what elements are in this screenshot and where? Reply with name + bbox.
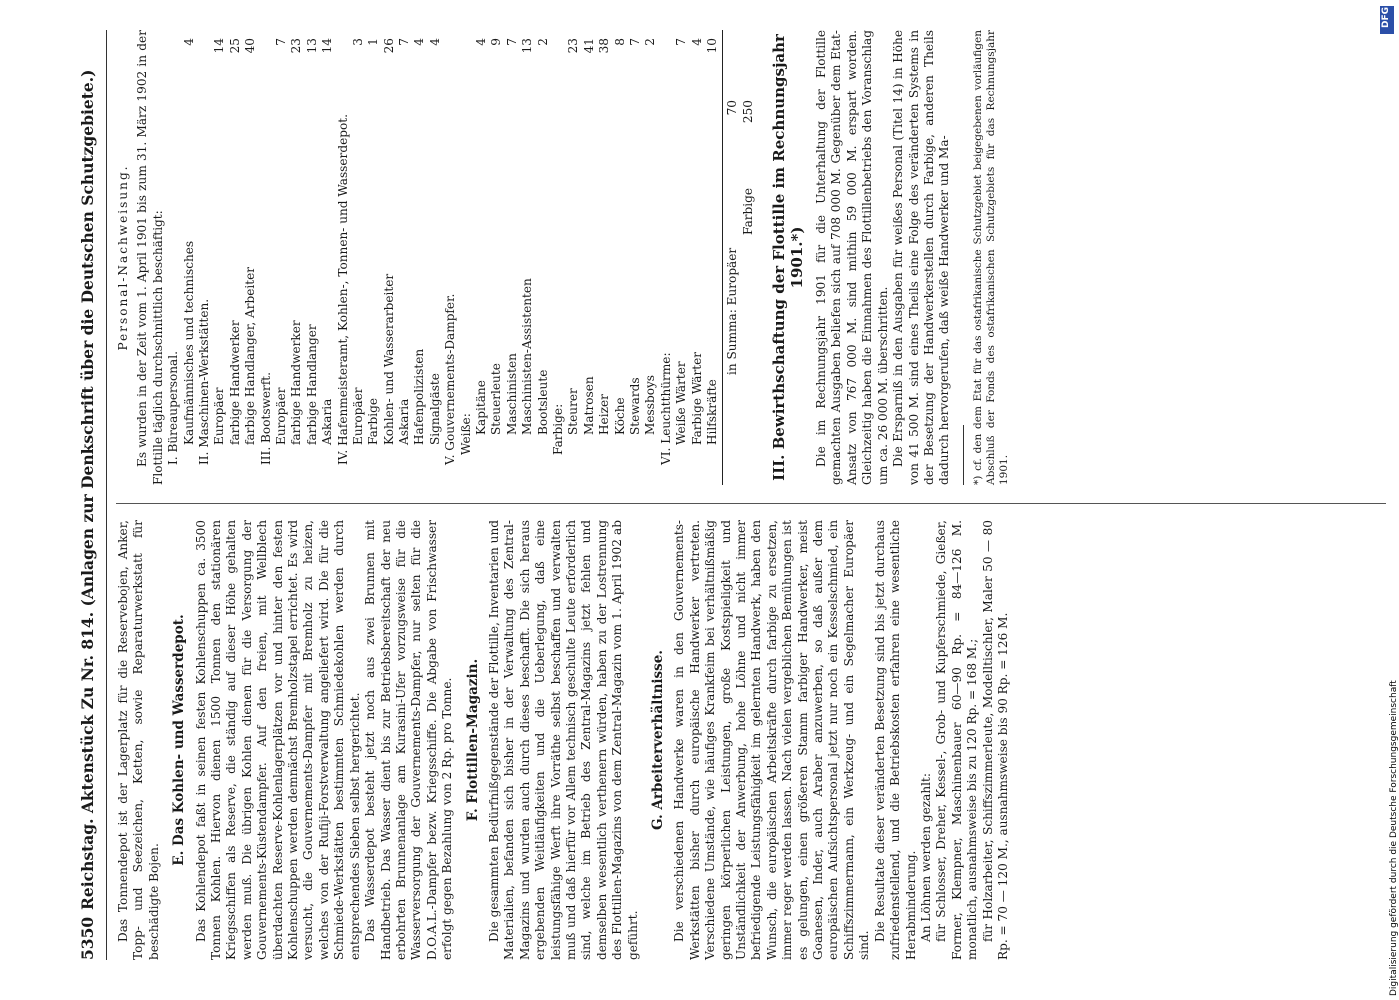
paragraph: für Holzarbeiter, Schiffszimmerleute, Modelltischler, Maler 50 — 80 Rp. = 70 — 120 M., ausnahmsweise bis 90 Rp. = 126 M.: [980, 520, 1010, 960]
footnote: *) cf. den dem Etat für das ostafrikanische Schutzgebiet beigegebenen vorläufigen Abschluß der Fonds des ostafrikanischen Schutzgebiets für das Rechnungsjahr 1901.: [971, 30, 1010, 485]
paragraph: An Löhnen werden gezahlt:: [918, 773, 933, 942]
table-row: farbige Handlanger, Arbeiter 40: [243, 38, 258, 445]
table-row: Steuerleute 9: [489, 38, 504, 435]
table-section: V. Gouvernements-Dampfer.: [443, 293, 458, 465]
table-section: I. Büreaupersonal.: [166, 351, 181, 465]
table-row: farbige Handwerker 25: [227, 38, 242, 445]
table-row: Heizer 38: [597, 38, 612, 435]
table-row: farbige Handwerker 23: [289, 38, 304, 445]
dfg-logo: DFG: [1380, 6, 1394, 34]
intro-paragraph: Das Tonnendepot ist der Lagerplatz für die Reservebojen, Anker, Topp- und Seezeichen, Ketten, sowie Reparaturwerkstatt für beschädigte Bojen.: [116, 520, 161, 960]
table-row: Matrosen 41: [581, 38, 596, 435]
table-section: III. Bootswerft.: [258, 371, 273, 465]
section-heading: F. Flottillen-Magazin.: [464, 658, 481, 822]
paragraph: Die verschiedenen Handwerke waren in den Gouvernements-Werkstätten bisher durch europäische Handwerker vertreten. Verschiedene Umstände, wie häufiges Krankfeim bei verhältnißmäßig geringen körperlichen Leistungen, große Kostspieligkeit und Unständlichkeit der Anwerbung, hohe Löhne und nicht immer befriedigende Leistungsfähigkeit im gelernten Handwerk, haben den Wunsch, die europäischen Arbeitskräfte durch farbige zu ersetzen, immer reger werden lassen. Nach vielen vergeblichen Bemühungen ist es gelungen, einen größeren Stamm farbiger Handwerker, meist Goanesen, Inder, auch Araber anzuwerben, so daß außer dem europäischen Aufsichtspersonal jetzt nur noch ein Kesselschmied, ein Schiffszimmermann, ein Werkzeug- und ein Segelmacher Europäer sind.: [672, 520, 872, 960]
section-heading: G. Arbeiterverhältnisse.: [650, 649, 666, 831]
table-row: Maschinisten-Assistenten 13: [520, 38, 535, 435]
paragraph: Die im Rechnungsjahr 1901 für die Unterhaltung der Flottille gemachten Ausgaben beliefen sich auf 708 000 M. Gegenüber dem Etat-Ansatz von 767 000 M. sind mithin 59 000 M. erspart worden. Gleichzeitig haben die Einnahmen des Flottillenbetriebs den Voranschlag um ca. 26 000 M. überschritten.: [814, 30, 890, 485]
section-heading: E. Das Kohlen- und Wasserdepot.: [171, 614, 188, 866]
table-row: Askaria 14: [320, 38, 335, 445]
paragraph: Das Kohlendepot faßt in seinen festen Kohlenschuppen ca. 3500 Tonnen Kohlen. Hiervon dienen 1500 Tonnen den stationären Kriegsschiffen als Reserve, die ständig auf dieser Höhe gehalten werden muß. Die übrigen Kohlen dienen für die Versorgung der Gouvernements-Küstendampfer. Auf den freien, mit Wellblech überdachten Reserve-Kohlenlagerplätzen vor und hinter den festen Kohlenschuppen werden demnächst Bremholzstapel errichtet. Es wird versucht, die Gouvernements-Dampfer mit Bremholz zu heizen, welches von der Rufiji-Forstverwaltung angeliefert wird. Die für die Schmiede-Werkstätten bestimmten Schmiedekohlen werden durch entsprechendes Sieben selbst hergerichtet.: [193, 520, 362, 960]
table-row: Signalgäste 4: [427, 38, 442, 445]
paragraph: für Schlosser, Dreher, Kessel-, Grob- und Kupferschmiede, Gießer, Former, Klempner, Maschinenbauer 60—90 Rp. = 84—126 M. monatlich, ausnahmsweise bis zu 120 Rp. = 168 M.;: [934, 520, 980, 960]
table-subsection: Weiße:: [458, 413, 473, 455]
paragraph: Es wurden in der Zeit vom 1. April 1901 bis zum 31. März 1902 in der Flottille täglich durchschnittlich beschäftigt:: [135, 30, 165, 485]
sum-row: in Summa: Europäer 70: [725, 100, 740, 375]
table-row: Maschinisten 7: [504, 38, 519, 435]
table-subsection: Farbige:: [550, 403, 565, 455]
digitization-note: Digitalisierung gefördert durch die Deutsche Forschungsgemeinschaft: [1389, 680, 1399, 996]
running-headline: Reichstag. Aktenstück Zu Nr. 814. (Anlagen zur Denkschrift über die Deutschen Schutzgebiete.): [78, 69, 97, 910]
table-row: Kapitäne 4: [474, 38, 489, 435]
column-divider: [116, 503, 1386, 504]
table-row: Messboys 2: [643, 38, 658, 435]
table-row: Stewards 7: [627, 38, 642, 435]
sum-rule: [722, 30, 723, 485]
paragraph: Das Wasserdepot besteht jetzt noch aus zwei Brunnen mit Handbetrieb. Das Wasser dient bis zur Betriebsbereitschaft der neu erbohrten Brunnenanlage am Kurasini-Ufer vorzugsweise für die Wasserversorgung der Gouvernements-Dampfer, nur selten für die D.O.A.L.-Dampfer bezw. Kriegsschiffe. Die Abgabe von Frischwasser erfolgt gegen Bezahlung von 2 Rp. pro Tonne.: [363, 520, 455, 960]
table-section: VI. Leuchtthürme:: [658, 352, 673, 465]
table-row: Farbige Wärter 4: [689, 38, 704, 445]
table-section: IV. Hafenmeisteramt, Kohlen-, Tonnen- und Wasserdepot.: [335, 114, 350, 465]
table-title: Personal-Nachweisung.: [116, 164, 130, 351]
table-row: Weiße Wärter 7: [674, 38, 689, 445]
table-row: Europäer 3: [350, 38, 365, 445]
table-row: Kohlen- und Wasserarbeiter 26: [381, 38, 396, 445]
left-column: [116, 520, 1011, 960]
header-rule: [106, 30, 107, 960]
table-row: Steurer 23: [566, 38, 581, 435]
table-row: Farbige 1: [366, 38, 381, 445]
table-row: Europäer 14: [212, 38, 227, 445]
paragraph: Die Ersparniß in den Ausgaben für weißes Personal (Titel 14) in Höhe von 41 500 M. sind eines Theils eine Folge des veränderten Systems in der Besetzung der Handwerkerstellen durch Farbige, anderen Theils dadurch hervorgerufen, daß weiße Handwerker und Ma-: [891, 30, 952, 485]
footnote-rule: [963, 425, 964, 485]
page-number: 5350: [78, 916, 97, 960]
document-page: [72, 30, 1392, 960]
table-row: Bootsleute 2: [535, 38, 550, 435]
table-row: Hafenpolizisten 4: [412, 38, 427, 445]
paragraph: Die gesammten Bedürfnißgegenstände der Flottille, Inventarien und Materialien, befanden sich bisher in der Verwaltung des Zentral-Magazins und wurden auch durch dieses beschafft. Die sich heraus ergebenden Weitläufigkeiten und die Ueberlegung, daß eine leistungsfähige Werft ihre Vorräthe selbst beschaffen und verwalten muß und daß hierfür vor Allem technisch geschulte Leute erforderlich sind, welche im Betrieb des Zentral-Magazins jetzt fehlen und demselben wesentlich verthenern würden, haben zu der Lostrennung des Flottillen-Magazins von dem Zentral-Magazin vom 1. April 1902 ab geführt.: [486, 520, 640, 960]
table-row: Köche 8: [612, 38, 627, 435]
table-row: Hilfskräfte 10: [704, 38, 719, 445]
table-row: Kaufmännisches und technisches 4: [181, 38, 196, 445]
section-heading: III. Bewirthschaftung der Flottille im Rechnungsjahr 1901.*): [770, 34, 807, 481]
table-row: Europäer 7: [273, 38, 288, 445]
page-header: [72, 30, 102, 960]
table-row: farbige Handlanger 13: [304, 38, 319, 445]
right-column: [116, 30, 1011, 485]
sum-row: Farbige 250: [740, 100, 755, 235]
table-section: II. Maschinen-Werkstätten.: [197, 298, 211, 465]
table-row: Askaria 7: [397, 38, 412, 445]
paragraph: Die Resultate dieser veränderten Besetzung sind bis jetzt durchaus zufriedenstellend, und die Betriebskosten erfahren eine wesentliche Herabminderung.: [872, 520, 918, 960]
